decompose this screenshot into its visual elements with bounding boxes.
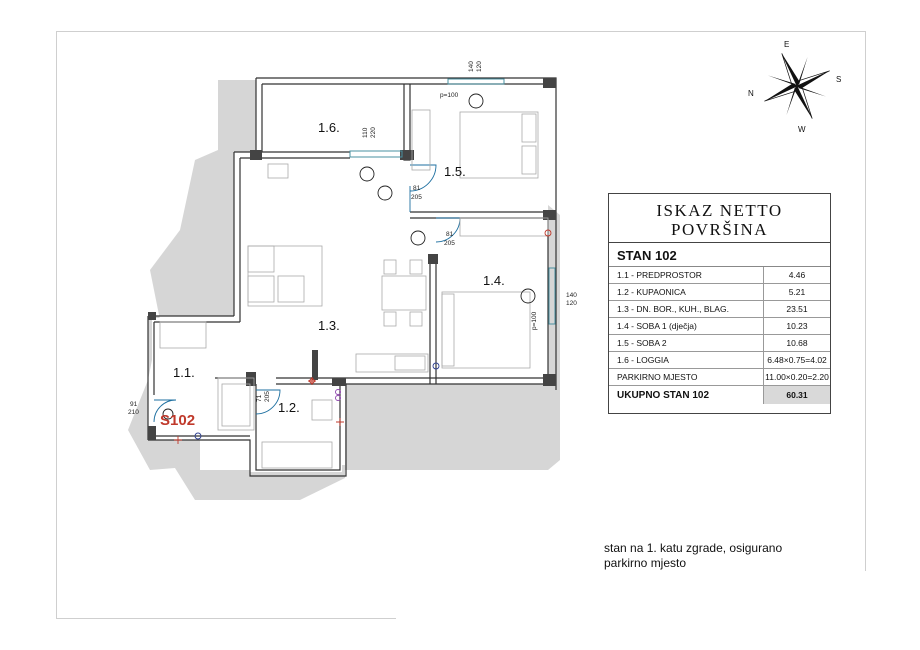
dimension-label: 205	[411, 194, 422, 201]
apartment-note	[604, 541, 782, 571]
total-label: UKUPNO STAN 102	[617, 389, 710, 401]
room-name: 1.5 - SOBA 2	[609, 335, 764, 352]
dimension-label: 91	[130, 401, 138, 408]
area-table-title	[609, 194, 830, 243]
table-row	[609, 284, 830, 301]
dimension-label: 205	[264, 391, 271, 402]
room-area: 11.00×0.20=2.20	[764, 369, 831, 386]
dimension-label: 120	[476, 61, 483, 72]
dimension-label: 210	[128, 409, 139, 416]
room-area: 5.21	[764, 284, 831, 301]
room-area: 10.68	[764, 335, 831, 352]
room-area: 4.46	[764, 267, 831, 284]
room-label: 1.2.	[278, 400, 300, 415]
table-row	[609, 318, 830, 335]
room-label: 1.1.	[173, 365, 195, 380]
table-row	[609, 335, 830, 352]
table-row	[609, 301, 830, 318]
room-label: 1.4.	[483, 273, 505, 288]
dimension-label: 220	[370, 127, 377, 138]
note-line: stan na 1. katu zgrade, osigurano	[604, 541, 783, 555]
room-name: PARKIRNO MJESTO	[609, 369, 764, 386]
dimension-label: 140	[468, 61, 475, 72]
table-row	[609, 267, 830, 284]
compass-east-label: S	[836, 75, 842, 84]
room-label: 1.6.	[318, 120, 340, 135]
area-table	[608, 193, 831, 414]
table-row	[609, 352, 830, 369]
note-line: parkirno mjesto	[604, 556, 687, 570]
room-name: 1.3 - DN. BOR., KUH., BLAG.	[609, 301, 764, 318]
compass-south-label: W	[798, 125, 806, 134]
dimension-label: 110	[362, 127, 369, 138]
total-area: 60.31	[764, 386, 831, 405]
unit-code-label: S102	[160, 412, 196, 429]
compass-rose-icon	[749, 38, 845, 134]
area-table-subtitle: STAN 102	[609, 243, 830, 267]
dimension-label: 71	[256, 394, 263, 402]
dimension-label: 81	[413, 185, 421, 192]
dimension-label: 81	[446, 231, 454, 238]
area-table-title-line: ISKAZ NETTO	[656, 201, 783, 220]
compass-north-label: E	[784, 40, 790, 49]
area-table-title-line: POVRŠINA	[670, 220, 769, 239]
room-area: 23.51	[764, 301, 831, 318]
area-table-rows	[609, 267, 830, 404]
room-area: 10.23	[764, 318, 831, 335]
dimension-label: 120	[566, 300, 577, 307]
table-row	[609, 369, 830, 386]
room-label: 1.3.	[318, 318, 340, 333]
room-area: 6.48×0.75=4.02	[764, 352, 831, 369]
room-label: 1.5.	[444, 164, 466, 179]
table-total-row	[609, 386, 830, 405]
dimension-label: 140	[566, 292, 577, 299]
dimension-label: 205	[444, 240, 455, 247]
dimension-label: p=100	[531, 311, 538, 330]
room-name: 1.1 - PREDPROSTOR	[609, 267, 764, 284]
compass-west-label: N	[748, 89, 754, 98]
room-name: 1.6 - LOGGIA	[609, 352, 764, 369]
room-name: 1.4 - SOBA 1 (dječja)	[609, 318, 764, 335]
dimension-label: p=100	[440, 92, 459, 99]
room-name: 1.2 - KUPAONICA	[609, 284, 764, 301]
